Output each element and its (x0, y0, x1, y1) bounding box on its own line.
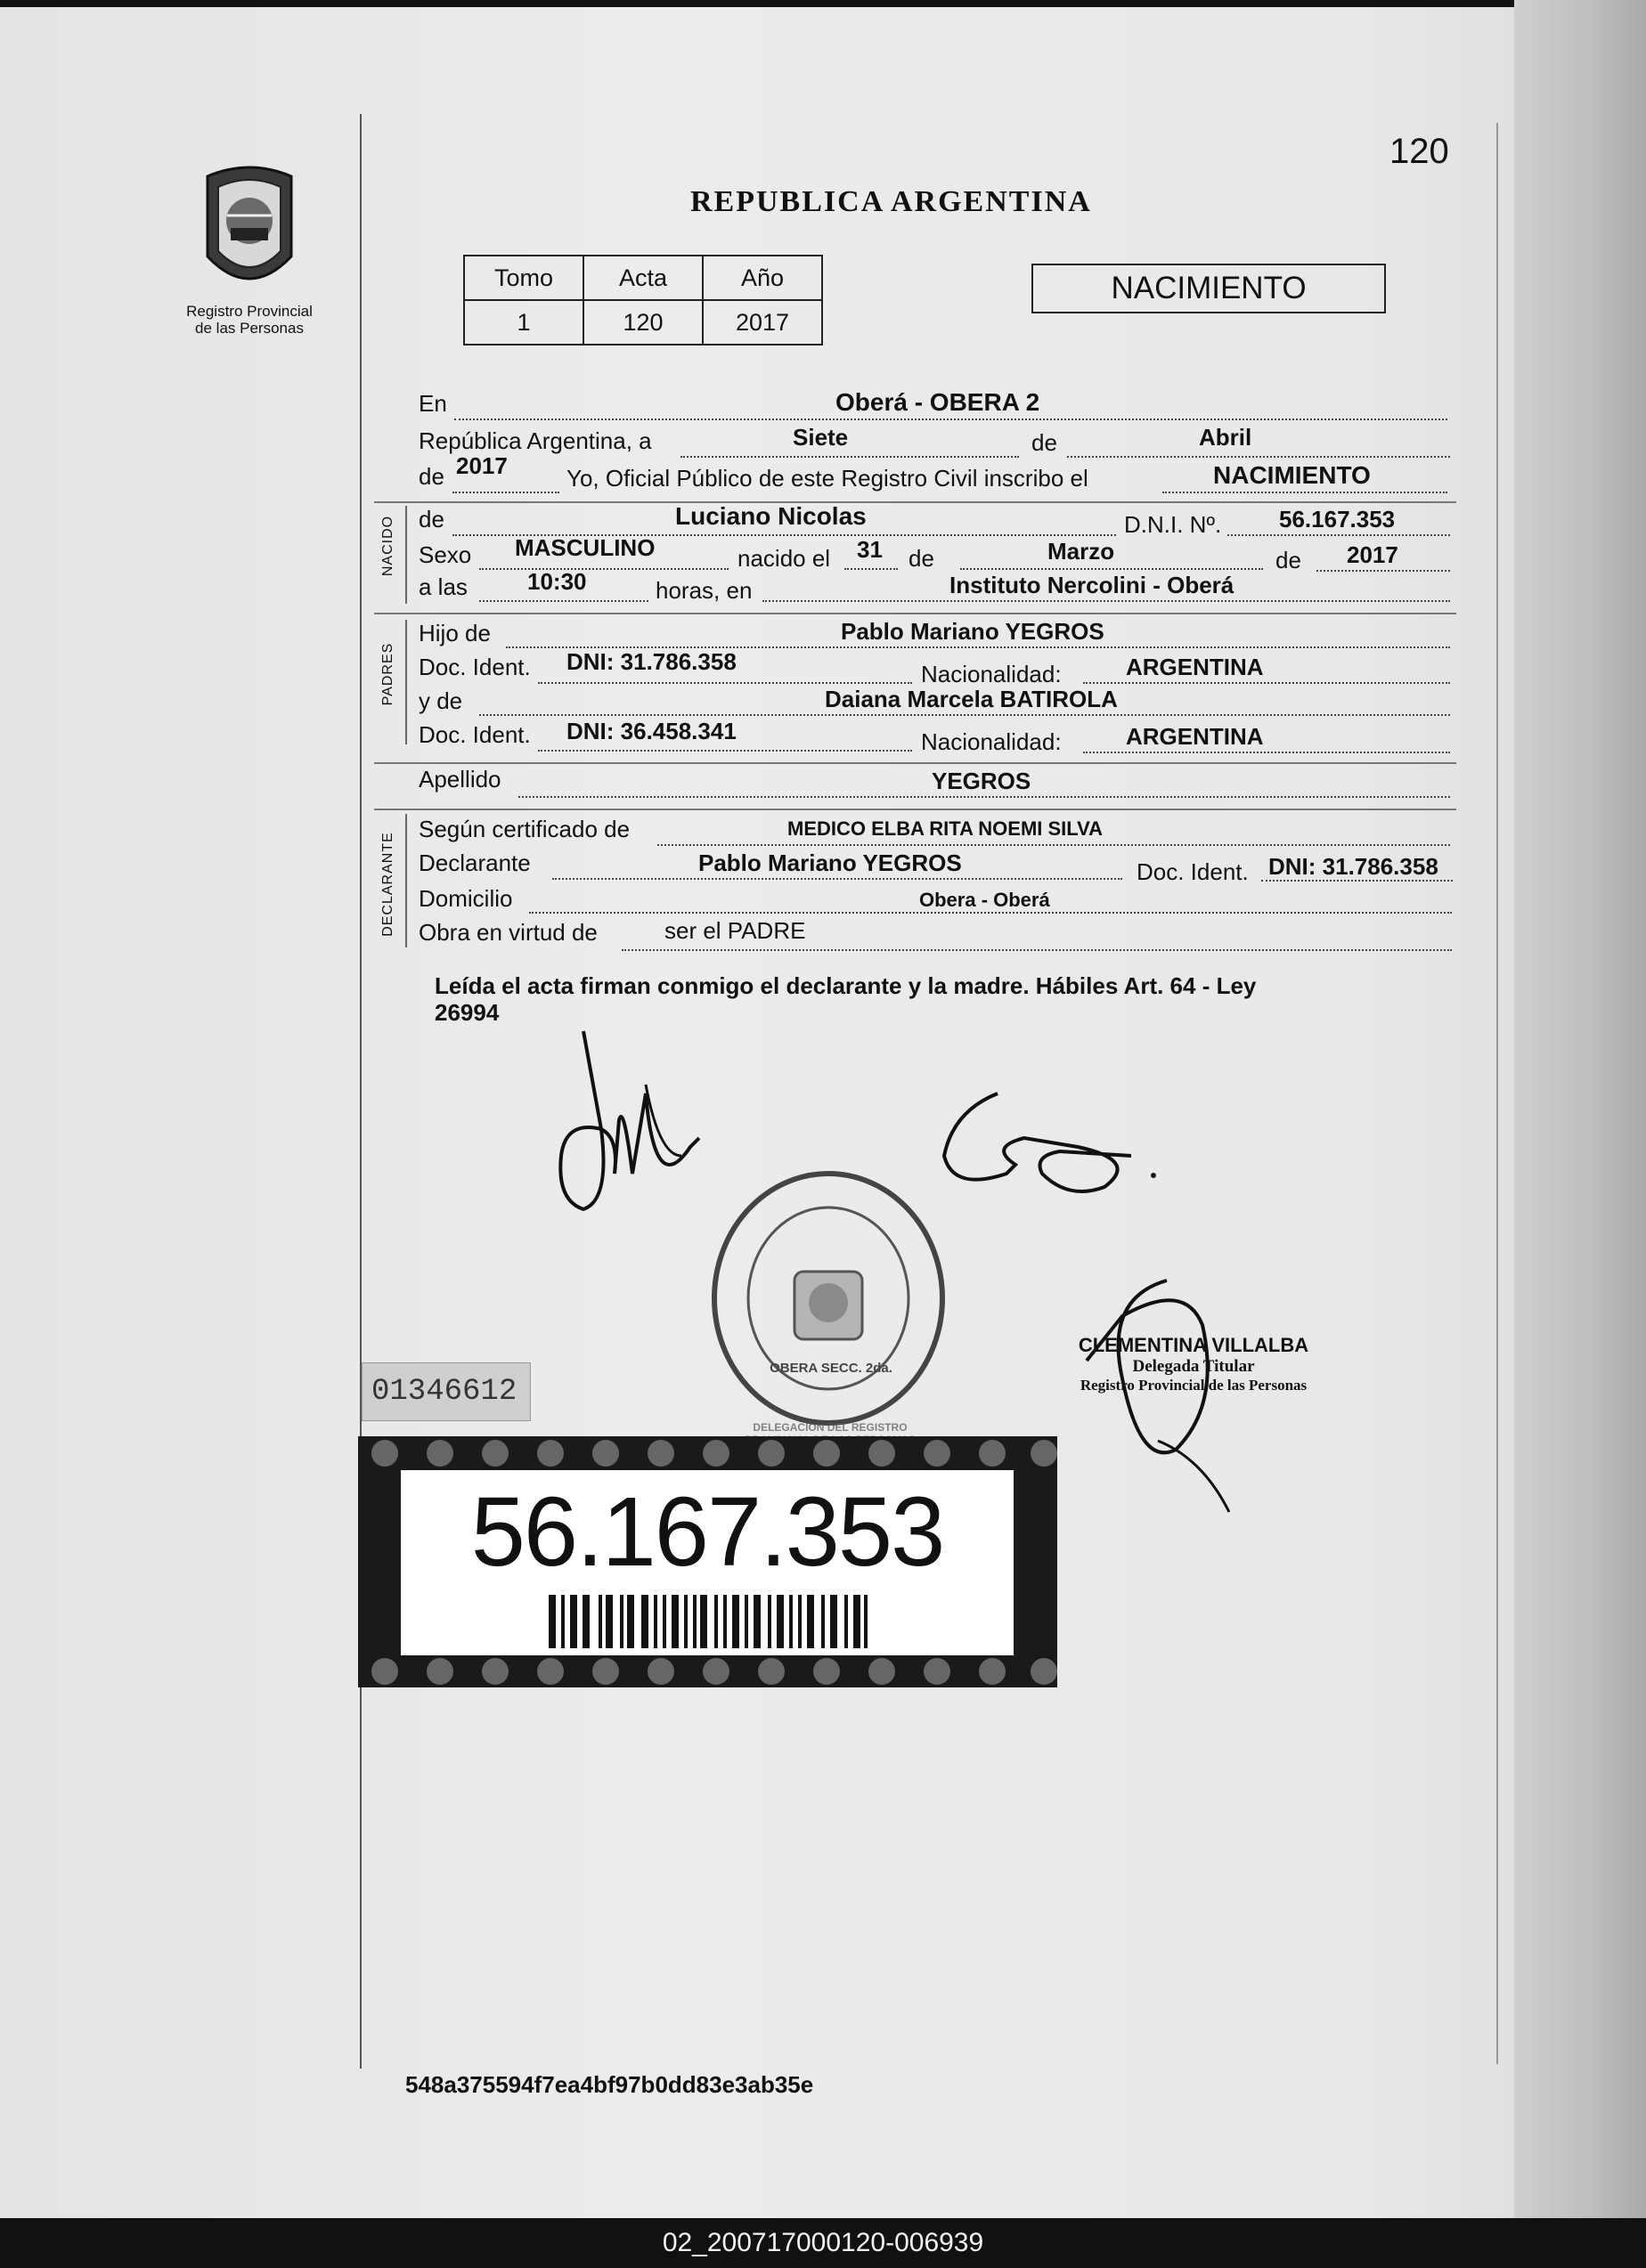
act-kind-box: NACIMIENTO (1031, 264, 1386, 313)
logo-caption-line-2: de las Personas (195, 320, 304, 337)
label-hijo: Hijo de (419, 620, 491, 646)
closing-line-1: Leída el acta firman conmigo el declarante y la madre. Hábiles Art. 64 - Ley (435, 972, 1257, 999)
closing-line-2: 26994 (435, 999, 500, 1026)
label-nac-father: Nacionalidad: (921, 661, 1062, 687)
page-number: 120 (1389, 132, 1449, 171)
officer-signature (1069, 1263, 1283, 1521)
padres-bracket (405, 620, 407, 744)
barcode-white-panel (401, 1470, 1014, 1655)
document-title: REPUBLICA ARGENTINA (690, 185, 1092, 218)
value-cert: MEDICO ELBA RITA NOEMI SILVA (787, 817, 1104, 840)
dots-birth-day (844, 568, 898, 570)
value-obra: ser el PADRE (664, 917, 806, 944)
dots-dni (1227, 534, 1450, 536)
registry-value-ano: 2017 (703, 300, 822, 345)
label-yo: Yo, Oficial Público de este Registro Civil inscribo el (566, 465, 1088, 492)
label-declarante: Declarante (419, 849, 531, 876)
dots-mother-nat (1083, 752, 1450, 753)
side-label-declarante: DECLARANTE (380, 832, 395, 937)
value-month: Abril (1199, 424, 1252, 451)
value-declarante: Pablo Mariano YEGROS (698, 849, 962, 876)
official-rubber-stamp (704, 1165, 953, 1432)
label-dni: D.N.I. Nº. (1124, 511, 1222, 538)
registry-table (463, 255, 823, 345)
dots-cert (657, 844, 1450, 846)
dots-day (680, 456, 1019, 458)
label-doc-mother: Doc. Ident. (419, 721, 531, 748)
label-yde: y de (419, 687, 463, 714)
value-year: 2017 (456, 452, 508, 479)
dots-father-nat (1083, 682, 1450, 684)
security-pattern-bottom (358, 1655, 1057, 1687)
dots-birth-month (960, 568, 1263, 570)
value-time: 10:30 (527, 568, 587, 595)
value-mother-doc: DNI: 36.458.341 (566, 718, 737, 744)
side-label-nacido: NACIDO (380, 515, 395, 577)
dots-apellido (518, 796, 1450, 798)
dots-place (762, 600, 1450, 602)
value-declarante-doc: DNI: 31.786.358 (1268, 853, 1438, 880)
stamp-ring-text: DELEGACION DEL REGISTRO (753, 1421, 908, 1434)
rule-before-declarante (374, 809, 1456, 810)
value-sexo: MASCULINO (515, 534, 656, 561)
dots-year (452, 492, 559, 493)
label-name: de (419, 506, 444, 532)
officer-role: Delegada Titular (1132, 1357, 1255, 1376)
value-father: Pablo Mariano YEGROS (841, 618, 1104, 645)
dots-month (1067, 456, 1450, 458)
registry-value-acta: 120 (583, 300, 703, 345)
value-name: Luciano Nicolas (675, 502, 867, 530)
right-margin-rule (1496, 123, 1498, 2064)
nacido-bracket (405, 506, 407, 604)
dots-birth-year (1316, 570, 1450, 572)
rule-before-apellido (374, 762, 1456, 764)
value-act: NACIMIENTO (1213, 461, 1371, 489)
dots-mother (479, 714, 1450, 716)
label-horas: horas, en (656, 577, 753, 604)
document-hash: 548a375594f7ea4bf97b0dd83e3ab35e (405, 2071, 814, 2098)
dots-declarante (552, 878, 1122, 880)
value-father-nat: ARGENTINA (1126, 654, 1264, 680)
dni-barcode-label (358, 1436, 1057, 1687)
value-birth-day: 31 (857, 536, 883, 563)
label-obra: Obra en virtud de (419, 919, 598, 946)
dots-time (479, 600, 648, 602)
label-de-birth-month: de (909, 545, 934, 572)
label-sexo: Sexo (419, 541, 472, 568)
declarante-bracket (405, 814, 407, 947)
value-en: Oberá - OBERA 2 (835, 388, 1040, 416)
value-day: Siete (793, 424, 849, 451)
logo-caption (151, 303, 347, 337)
value-mother: Daiana Marcela BATIROLA (825, 686, 1118, 712)
closing-text (435, 972, 1459, 1026)
label-cert: Según certificado de (419, 816, 631, 842)
value-dni: 56.167.353 (1279, 506, 1396, 532)
underlying-page-edge (1514, 0, 1646, 2218)
file-name-caption: 02_200717000120-006939 (0, 2218, 1646, 2268)
officer-name: CLEMENTINA VILLALBA (1078, 1334, 1309, 1356)
serial-number: 01346612 (371, 1375, 517, 1409)
label-nac-mother: Nacionalidad: (921, 728, 1062, 755)
label-en: En (419, 390, 447, 417)
registry-value-tomo: 1 (464, 300, 583, 345)
label-doc-father: Doc. Ident. (419, 654, 531, 680)
label-domicilio: Domicilio (419, 885, 513, 912)
value-place: Instituto Nercolini - Oberá (949, 572, 1234, 598)
security-pattern-top (358, 1436, 1057, 1470)
label-de-month: de (1031, 429, 1057, 456)
registry-value-row (464, 300, 822, 345)
mother-signature (935, 1076, 1167, 1218)
label-doc-declarante: Doc. Ident. (1137, 858, 1249, 885)
officer-office: Registro Provincial de las Personas (1080, 1377, 1308, 1394)
logo-caption-line-1: Registro Provincial (186, 303, 313, 320)
rule-before-nacido (374, 501, 1456, 503)
label-de-year: de (419, 463, 444, 490)
label-alas: a las (419, 573, 468, 600)
dots-sexo (479, 568, 729, 570)
dots-father-doc (538, 682, 912, 684)
registry-header-ano: Año (703, 256, 822, 300)
province-seal-logo (191, 159, 307, 301)
declarant-signature (548, 1022, 726, 1236)
registry-header-tomo: Tomo (464, 256, 583, 300)
dots-en (454, 419, 1447, 420)
value-birth-year: 2017 (1347, 541, 1398, 568)
left-margin-rule (360, 114, 362, 2069)
barcode-bars (549, 1595, 869, 1648)
registry-header-acta: Acta (583, 256, 703, 300)
value-mother-nat: ARGENTINA (1126, 723, 1264, 750)
label-rep: República Argentina, a (419, 427, 652, 454)
value-father-doc: DNI: 31.786.358 (566, 648, 737, 675)
dots-mother-doc (538, 750, 912, 752)
barcode-number: 56.167.353 (470, 1477, 944, 1587)
dots-obra (622, 949, 1452, 951)
document-sheet (0, 7, 1599, 2218)
rule-before-padres (374, 613, 1456, 614)
stamp-inner-text: OBERA SECC. 2da. (770, 1361, 892, 1376)
value-apellido: YEGROS (932, 768, 1031, 794)
serial-number-sticker (362, 1362, 531, 1421)
dots-act (1162, 492, 1447, 493)
label-de-birth-year: de (1275, 547, 1301, 573)
registry-header-row (464, 256, 822, 300)
dots-domicilio (529, 912, 1452, 914)
label-nacido-el: nacido el (737, 545, 831, 572)
side-label-padres: PADRES (380, 642, 395, 706)
value-domicilio: Obera - Oberá (919, 889, 1050, 911)
label-apellido: Apellido (419, 766, 501, 793)
value-birth-month: Marzo (1047, 538, 1115, 565)
